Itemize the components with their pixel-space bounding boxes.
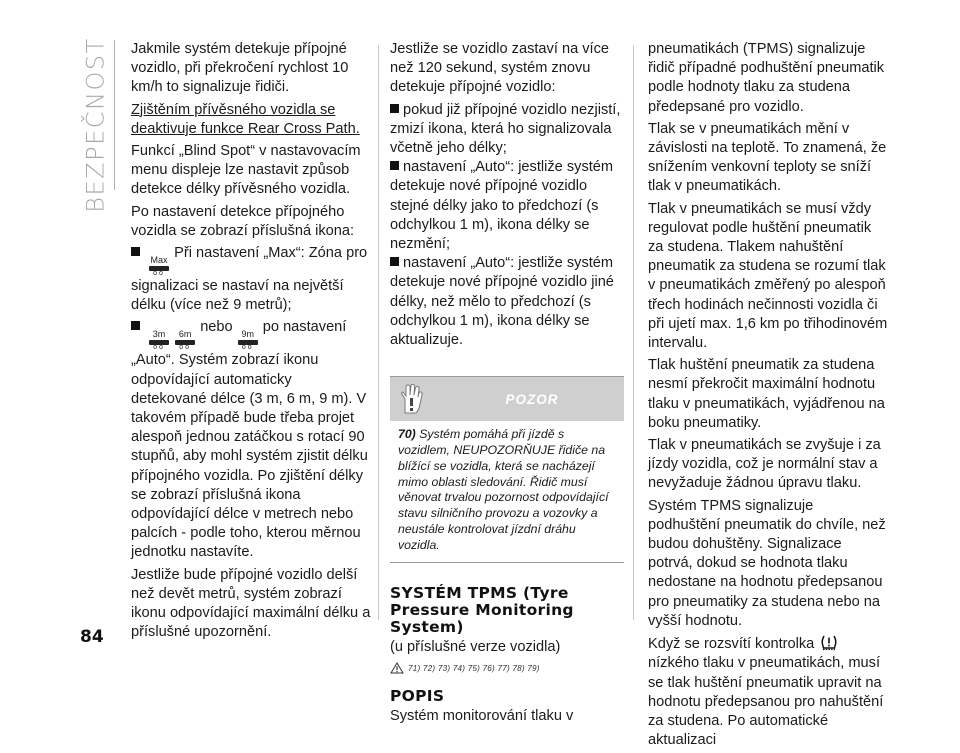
bullet-auto xyxy=(131,318,371,351)
warning-box xyxy=(390,376,624,562)
paragraph-text: Když se rozsvítí kontrolka xyxy=(648,636,815,653)
bullet-text: nebo xyxy=(200,319,233,336)
paragraph: „Auto“. Systém zobrazí ikonu odpovídající automaticky detekované délce (3 m, 6 m, 9 m). V takovém případě bude třeba projet alespoň jednou zatáčkou s rotací 90 stupňů, aby mohl systém zjistit délku přípojného vozidla. Po zjištění délky se zobrazí příslušná ikona odpovídající délce v metrech nebo palcích - podle toho, kterou měrnou jednotku nastavíte. xyxy=(131,352,368,561)
column-divider xyxy=(633,45,634,620)
warning-number: 70) xyxy=(398,427,416,442)
side-tab-rule xyxy=(114,40,115,190)
warning-body xyxy=(390,421,624,561)
version-note: (u příslušné verze vozidla) xyxy=(390,638,561,655)
bullet-text: Při nastavení „Max“: Zóna pro signalizaci se nastaví na největší délku (více než 9 metrů); xyxy=(131,245,368,314)
column-3 xyxy=(648,40,888,753)
tire-pressure-warning-icon xyxy=(820,634,838,651)
trailer-icon-label: Max xyxy=(150,255,168,266)
bullet-square-icon xyxy=(390,257,399,266)
paragraph: pneumatikách (TPMS) signalizuje řidič případné podhuštění pneumatik podle hodnoty tlaku za studena předepsané pro vozidlo. xyxy=(648,41,885,115)
section-side-tab xyxy=(78,37,114,213)
section-title: BEZPEČNOST xyxy=(82,37,111,213)
paragraph: Systém TPMS signalizuje podhuštění pneumatik do chvíle, než budou dohuštěny. Signalizace potrvá, dokud se hodnota tlaku nedostane na hodnotu předepsanou pro pneumatiky za studena nebo na vyšší hodnotu. xyxy=(648,497,886,629)
trailer-max-icon: Max oo xyxy=(150,255,168,278)
column-divider xyxy=(378,45,379,620)
bullet-square-icon xyxy=(390,104,399,113)
bullet-text: nastavení „Auto“: jestliže systém detekuje nové přípojné vozidlo stejné délky jako to předchozí (s odchylkou 1 m), ikona délky se nezmění; xyxy=(390,159,614,253)
paragraph: Jakmile systém detekuje přípojné vozidlo, při překročení rychlost 10 km/h to signalizuje řidiči. xyxy=(131,41,349,96)
paragraph-with-icon xyxy=(648,634,888,750)
reference-numbers: 71) 72) 73) 74) 75) 76) 77) 78) 79) xyxy=(408,663,540,673)
bullet-item xyxy=(390,254,625,350)
paragraph: Systém monitorování tlaku v xyxy=(390,708,574,725)
warning-references xyxy=(390,659,625,678)
paragraph-text: nízkého tlaku v pneumatikách, musí se tlak huštění pneumatik upravit na hodnotu předepsanou pro nahuštění za studena. Po automatické aktualizaci xyxy=(648,655,884,749)
warning-text: Systém pomáhá při jízdě s vozidlem, NEUPOZORŇUJE řidiče na blížící se vozidla, která se nacházejí mimo oblasti sledování. Řidič musí věnovat trvalou pozornost odpovídající stavu silničního provozu a vozovky a neustále kontrolovat jízdní dráhu vozidla. xyxy=(398,427,609,552)
paragraph: Tlak v pneumatikách se musí vždy regulovat podle huštění pneumatik za studena. Tlakem nahuštění pneumatik za studena se rozumí tlak v pneumatikách změřený po alespoň třech hodinách nečinnosti vozidla či při ujetí max. 1,6 km po třihodinovém intervalu. xyxy=(648,200,888,352)
bullet-item xyxy=(390,101,625,159)
subsection-heading: POPIS xyxy=(390,687,445,706)
trailer-9m-icon: 9m oo xyxy=(238,330,258,351)
trailer-3m-icon: 3m oo xyxy=(149,330,169,351)
warning-title: POZOR xyxy=(505,391,559,407)
warning-hand-icon xyxy=(396,384,424,414)
column-2 xyxy=(390,40,625,729)
paragraph: Jestliže bude přípojné vozidlo delší než devět metrů, systém zobrazí ikonu odpovídající maximální délku a příslušné upozornění. xyxy=(131,566,371,641)
warning-header xyxy=(390,377,624,421)
bullet-item xyxy=(390,158,625,254)
bullet-square-icon xyxy=(131,247,140,256)
bullet-text: pokud již přípojné vozidlo nezjistí, zmizí ikona, která ho signalizovala včetně jeho délky; xyxy=(390,101,621,157)
column-1 xyxy=(131,40,371,645)
paragraph: Po nastavení detekce přípojného vozidla se zobrazí příslušná ikona: xyxy=(131,203,355,239)
trailer-icon-label: 9m xyxy=(241,329,254,340)
rear-cross-path-note: Zjištěním přívěsného vozidla se deaktivuje funkce Rear Cross Path. xyxy=(131,101,360,137)
bullet-text: nastavení „Auto“: jestliže systém detekuje nové přípojné vozidlo jiné délky, než mělo to předchozí (s odchylkou 1 m), ikona délky se aktualizuje. xyxy=(390,255,614,349)
trailer-6m-icon: 6m oo xyxy=(175,330,195,351)
paragraph: Funkcí „Blind Spot“ v nastavovacím menu displeje lze nastavit způsob detekce délky přívěsného vozidla. xyxy=(131,143,361,198)
warning-triangle-icon xyxy=(390,662,404,674)
paragraph: Tlak se v pneumatikách mění v závislosti na teplotě. To znamená, že snížením venkovní teploty se sníží tlak v pneumatikách. xyxy=(648,120,887,195)
page-number: 84 xyxy=(80,627,104,647)
bullet-square-icon xyxy=(131,321,140,330)
paragraph: Tlak v pneumatikách se zvyšuje i za jízdy vozidla, což je normální stav a nevyžaduje žádnou úpravu tlaku. xyxy=(648,437,881,492)
paragraph: Tlak huštění pneumatik za studena nesmí překročit maximální hodnotu tlaku v pneumatikách, vyjádřenou na boku pneumatiky. xyxy=(648,357,885,431)
trailer-icon-label: 6m xyxy=(178,329,192,340)
trailer-icon-label: 3m xyxy=(152,329,166,340)
section-heading: SYSTÉM TPMS (Tyre Pressure Monitoring System) xyxy=(390,583,574,636)
bullet-square-icon xyxy=(390,161,399,170)
paragraph: Jestliže se vozidlo zastaví na více než 120 sekund, systém znovu detekuje přípojné vozidlo: xyxy=(390,41,610,96)
bullet-text: po nastavení xyxy=(262,319,347,336)
bullet-max xyxy=(131,244,371,315)
